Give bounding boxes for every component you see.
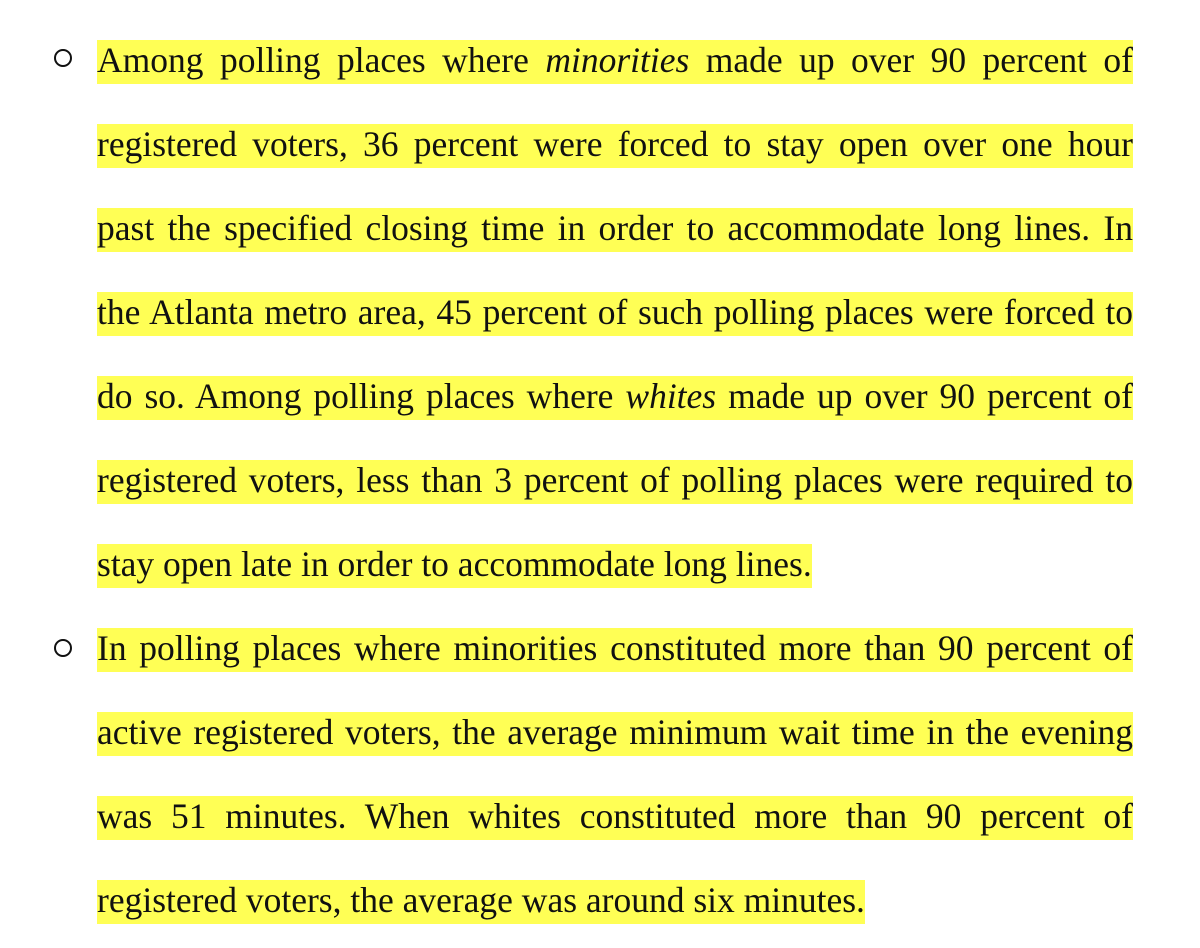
text-line: registered voters, the average was around six minutes.: [97, 880, 1133, 920]
text-line: do so. Among polling places where whites made up over 90 percent of: [97, 376, 1133, 416]
text-line: registered voters, less than 3 percent of polling places were required to: [97, 460, 1133, 500]
text-line: active registered voters, the average minimum wait time in the evening: [97, 712, 1133, 752]
text-line: past the specified closing time in order to accommodate long lines. In: [97, 208, 1133, 248]
bullet-marker: [50, 18, 76, 102]
text-line: Among polling places where minorities made up over 90 percent of: [97, 40, 1133, 80]
text-line: was 51 minutes. When whites constituted more than 90 percent of: [97, 796, 1133, 836]
text-line: the Atlanta metro area, 45 percent of such polling places were forced to: [97, 292, 1133, 332]
bullet-marker: [50, 608, 76, 692]
text-line: stay open late in order to accommodate long lines.: [97, 544, 1133, 584]
text-line: registered voters, 36 percent were forced to stay open over one hour: [97, 124, 1133, 164]
text-line: In polling places where minorities constituted more than 90 percent of: [97, 628, 1133, 668]
